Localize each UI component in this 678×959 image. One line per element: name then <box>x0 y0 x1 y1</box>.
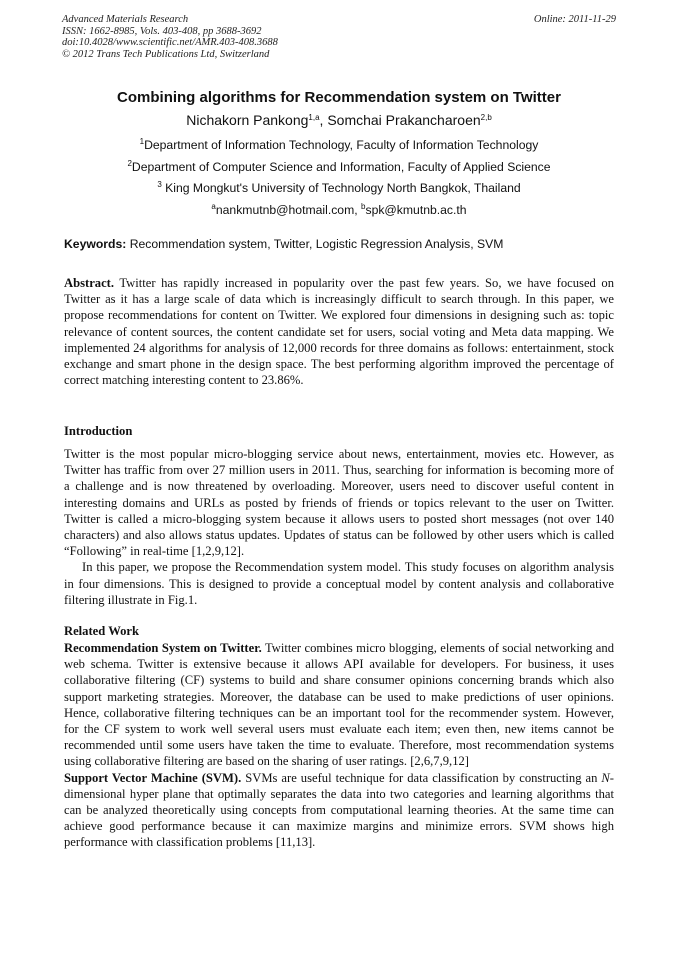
introduction-paragraph-2: In this paper, we propose the Recommendation system model. This study focuses on algorithm analysis in four dimensions. This is designed to provide a conceptual model by content analysis and collaborative filtering illustrate in Fig.1. <box>64 560 614 607</box>
author-1-sup: 1,a <box>308 113 320 122</box>
affiliation-3-sup: 3 <box>157 180 162 189</box>
doi-line: doi:10.4028/www.scientific.net/AMR.403-408.3688 <box>62 37 278 49</box>
author-1: Nichakorn Pankong <box>186 112 309 128</box>
author-2: Somchai Prakancharoen <box>327 112 481 128</box>
abstract-text: Twitter has rapidly increased in popularity over the past few years. So, we have focused on Twitter as it has a large scale of data which is increasingly difficult to search through. In this paper, we propose recommendations for content on Twitter. We explored four dimensions in designing such as: topic relevance of content sources, the content candidate set for users, social voting and Meta data mapping. We implemented 24 algorithms for analysis of 12,000 records for three domains as follows: entertainment, stock exchange and smart phone in the design space. The best performing algorithm improved the percentage of correct matching interesting content to 23.86%. <box>64 276 614 388</box>
affiliation-2-text: Department of Computer Science and Information, Faculty of Applied Science <box>131 160 551 174</box>
affiliation-1-text: Department of Information Technology, Faculty of Information Technology <box>144 138 539 152</box>
email-b-sup: b <box>361 202 366 211</box>
email-a-sup: a <box>211 202 216 211</box>
recommendation-system-label: Recommendation System on Twitter. <box>64 641 262 655</box>
author-separator: , <box>319 112 328 128</box>
svm-paragraph <box>64 770 614 851</box>
issn-line: ISSN: 1662-8985, Vols. 403-408, pp 3688-3692 <box>62 25 262 37</box>
keywords-text: Recommendation system, Twitter, Logistic Regression Analysis, SVM <box>126 237 504 251</box>
introduction-heading: Introduction <box>64 424 133 438</box>
introduction-paragraph-1: Twitter is the most popular micro-blogging service about news, entertainment, movies etc. However, as Twitter has traffic from over 27 million users in 2011. Thus, searching for information is becoming more of a challenge and is now threatened by overloading. Moreover, users need to discover useful content in interesting domains and URLs as posted by friends of friends or topics relevant to the user on Twitter. Twitter is called a micro-blogging system because it allows users to posted short messages (not over 140 characters) and also allows status updates. Updates of status can be followed by other users which is called “Following” in real-time [1,2,9,12]. <box>64 447 614 559</box>
keywords-label: Keywords: <box>64 237 127 251</box>
abstract <box>64 275 614 388</box>
online-date: Online: 2011-11-29 <box>533 14 616 25</box>
affiliation-2 <box>0 160 678 174</box>
svm-text-2: -dimensional hyper plane that optimally separates the data into two categories and learning algorithms that can be analyzed theoretically using concepts from computational learning theories. At the same time can achieve good performance because it can maximize margins and minimize errors. SVM shows high performance with classification problems [11,13]. <box>64 770 614 850</box>
abstract-label: Abstract. <box>64 276 115 290</box>
svm-label: Support Vector Machine (SVM). <box>64 770 242 785</box>
recommendation-system-text: Twitter combines micro blogging, elements of social networking and web schema. Twitter is extensive because it allows API available for developers. For business, it uses collaborative filtering (CF) systems to build and share consumer opinions concerning brands which also support marketing strategies. Moreover, the database can be used to make predictions of user opinions. Hence, collaborative filtering techniques can be an important tool for the recommender system. However, for the CF system to work well several users must evaluate each item; even then, new items cannot be recommended until some users have taken the time to evaluate. Therefore, most recommendation systems using collaborative filtering are based on the sharing of user ratings. [2,6,7,9,12] <box>64 641 614 769</box>
affiliation-3-text: King Mongkut's University of Technology North Bangkok, Thailand <box>161 181 521 195</box>
related-work-heading: Related Work <box>64 624 139 638</box>
svm-text-1: SVMs are useful technique for data classification by constructing an <box>241 770 602 785</box>
affiliation-1 <box>0 138 678 152</box>
keywords <box>64 237 624 251</box>
author-emails <box>0 203 678 217</box>
affiliation-3 <box>0 181 678 195</box>
author-line <box>0 112 678 128</box>
journal-name: Advanced Materials Research <box>62 14 189 25</box>
email-a[interactable]: nankmutnb@hotmail.com, <box>215 203 362 217</box>
affiliation-1-sup: 1 <box>139 137 145 146</box>
copyright-line: © 2012 Trans Tech Publications Ltd, Switzerland <box>62 48 270 60</box>
introduction-body <box>64 446 614 608</box>
recommendation-system-paragraph <box>64 640 614 770</box>
journal-header <box>62 14 616 60</box>
email-b[interactable]: spk@kmutnb.ac.th <box>365 203 467 217</box>
related-work-body <box>64 640 614 851</box>
affiliation-2-sup: 2 <box>127 159 132 168</box>
author-2-sup: 2,b <box>480 113 492 122</box>
svm-n-italic: N <box>601 770 610 785</box>
paper-title: Combining algorithms for Recommendation system on Twitter <box>117 89 561 106</box>
